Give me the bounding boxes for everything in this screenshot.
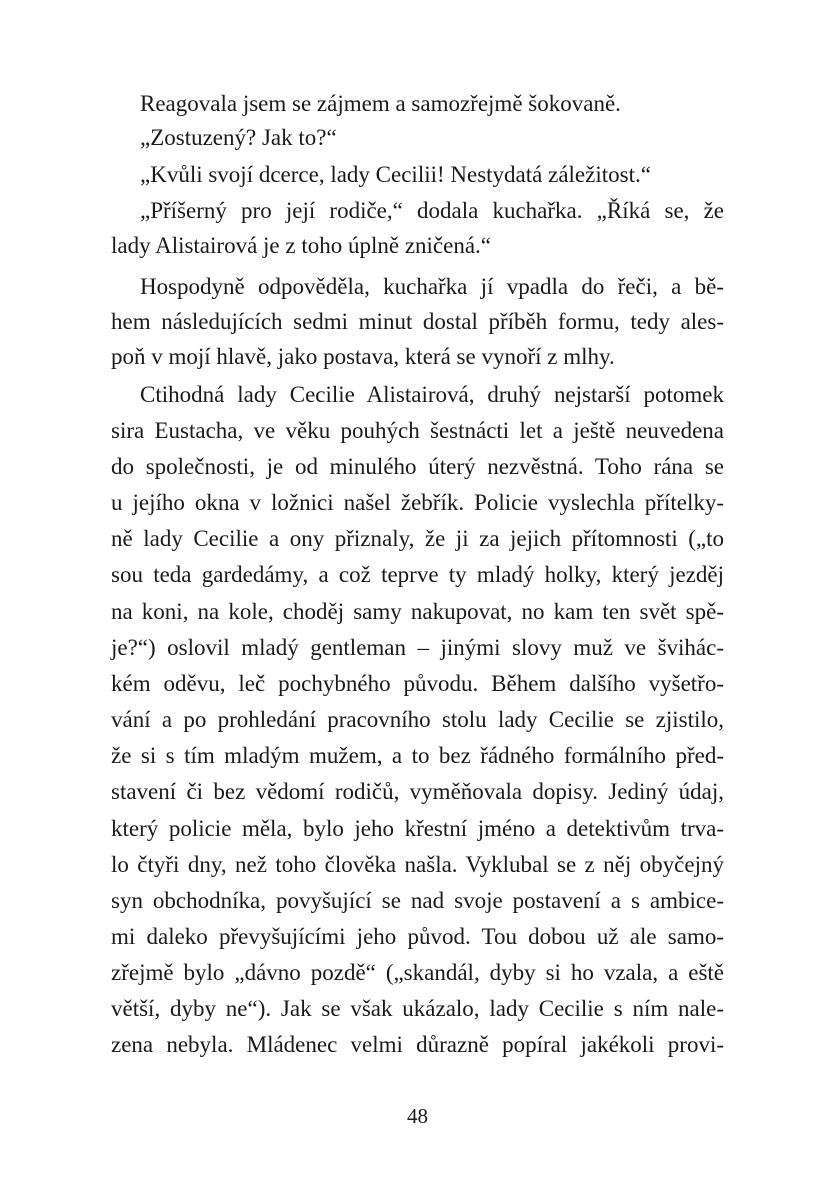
text-line: lady Alistairová je z toho úplně zničená.“: [111, 233, 492, 258]
text-line: do společnosti, je od minulého úterý nezvěstná. Toho rána se: [111, 454, 724, 479]
text-line: poň v mojí hlavě, jako postava, která se vynoří z mlhy.: [111, 344, 615, 369]
text-line: Hospodyně odpověděla, kuchařka jí vpadla do řeči, a bě-: [140, 274, 724, 299]
text-line: lo čtyři dny, než toho člověka našla. Vyklubal se z něj obyčejný: [111, 852, 724, 877]
page-number: 48: [407, 1104, 428, 1128]
text-line: „Kvůli svojí dcerce, lady Cecilii! Nestydatá záležitost.“: [140, 162, 651, 187]
text-line: „Příšerný pro její rodiče,“ dodala kuchařka. „Říká se, že: [140, 198, 724, 223]
text-line: Ctihodná lady Cecilie Alistairová, druhý nejstarší potomek: [140, 382, 724, 407]
text-line: „Zostuzený? Jak to?“: [140, 125, 337, 150]
text-line: syn obchodníka, povyšující se nad svoje postavení a s ambice-: [111, 888, 724, 913]
text-line: větší, dyby ne“). Jak se však ukázalo, lady Cecilie s ním nale-: [111, 996, 724, 1021]
text-line: zena nebyla. Mládenec velmi důrazně popíral jakékoli provi-: [111, 1032, 724, 1057]
text-line: že si s tím mladým mužem, a to bez řádného formálního před-: [111, 743, 724, 768]
text-line: sira Eustacha, ve věku pouhých šestnácti let a ještě neuvedena: [111, 418, 724, 443]
text-line: sou teda gardedámy, a což teprve ty mladý holky, který jezděj: [111, 562, 724, 587]
text-line: stavení či bez vědomí rodičů, vyměňovala dopisy. Jediný údaj,: [111, 779, 724, 804]
text-line: který policie měla, bylo jeho křestní jméno a detektivům trva-: [111, 816, 724, 841]
text-line: Reagovala jsem se zájmem a samozřejmě šokovaně.: [140, 91, 621, 116]
text-line: u jejího okna v ložnici našel žebřík. Policie vyslechla přítelky-: [111, 490, 724, 515]
text-line: zřejmě bylo „dávno pozdě“ („skandál, dyby si ho vzala, a eště: [111, 960, 724, 985]
text-line: hem následujících sedmi minut dostal příběh formu, tedy ales-: [111, 309, 724, 334]
text-line: je?“) oslovil mladý gentleman – jinými slovy muž ve švihác-: [111, 635, 724, 660]
text-line: ně lady Cecilie a ony přiznaly, že ji za jejich přítomnosti („to: [111, 526, 724, 551]
text-line: mi daleko převyšujícími jeho původ. Tou dobou už ale samo-: [111, 924, 724, 949]
text-line: kém oděvu, leč pochybného původu. Během dalšího vyšetřo-: [111, 671, 724, 696]
text-line: na koni, na kole, choděj samy nakupovat, no kam ten svět spě-: [111, 599, 724, 624]
text-line: vání a po prohledání pracovního stolu lady Cecilie se zjistilo,: [111, 707, 724, 732]
